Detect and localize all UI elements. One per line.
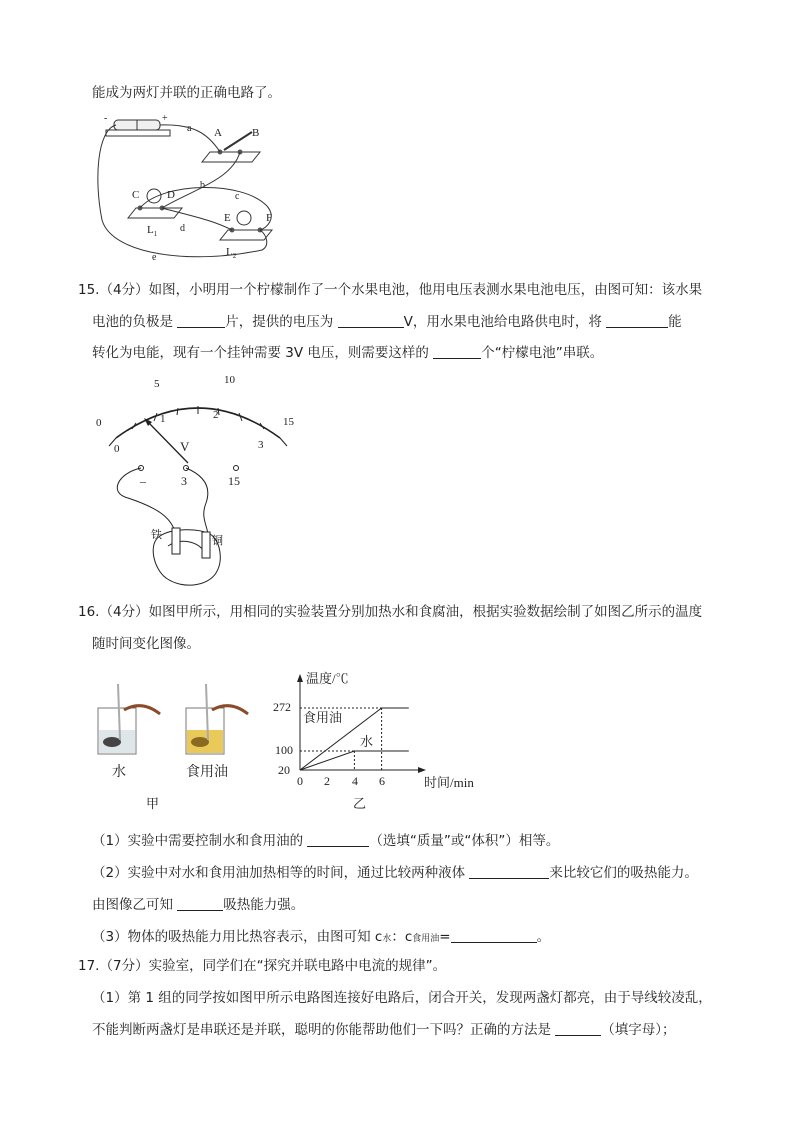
- svg-text:15: 15: [228, 474, 240, 488]
- q17-blank-1[interactable]: [555, 1021, 601, 1036]
- beakers-figure: [90, 680, 270, 815]
- q16-blank-1[interactable]: [307, 832, 369, 847]
- q16-line2: 随时间变化图像。: [92, 636, 200, 652]
- q15-line1: 15.（4分）如图，小明用一个柠檬制作了一个水果电池，他用电压表测水果电池电压，由图可知：该水果: [78, 282, 703, 298]
- svg-text:3: 3: [181, 474, 187, 488]
- svg-text:1: 1: [160, 413, 166, 425]
- svg-text:a: a: [187, 123, 192, 134]
- svg-text:C: C: [132, 189, 140, 201]
- svg-text:15: 15: [283, 416, 294, 428]
- q16-sub1: （1）实验中需要控制水和食用油的 （选填“质量”或“体积”）相等。: [92, 833, 560, 849]
- svg-text:L2: $L_2$: [226, 246, 237, 260]
- x-tick-label: 0: [297, 774, 303, 788]
- q15-blank-3[interactable]: [606, 313, 668, 328]
- svg-text:D: D: [167, 189, 175, 201]
- svg-text:c: c: [235, 191, 240, 202]
- series-label-water: 水: [360, 734, 374, 749]
- y-tick-label: 272: [273, 700, 291, 714]
- q17-line2: （1）第 1 组的同学按如图甲所示电路图连接好电路后，闭合开关，发现两盏灯都亮，由于导线较凌乱，: [92, 990, 712, 1006]
- svg-text:E: E: [224, 212, 231, 224]
- q16-sub2-cont: 由图像乙可知 吸热能力强。: [92, 897, 305, 913]
- voltmeter-figure: [88, 368, 308, 593]
- svg-text:5: 5: [154, 378, 160, 390]
- y-axis-label: 温度/℃: [306, 671, 349, 686]
- q15-blank-4[interactable]: [433, 344, 481, 359]
- svg-text:10: 10: [224, 374, 235, 386]
- x-tick-label: 6: [379, 774, 385, 788]
- x-tick-label: 4: [352, 774, 358, 788]
- svg-text:2: 2: [213, 409, 219, 421]
- svg-text:V: V: [180, 439, 190, 454]
- svg-text:e: e: [152, 252, 157, 263]
- q17-line3: 不能判断两盏灯是串联还是并联，聪明的你能帮助他们一下吗？正确的方法是 （填字母）；: [92, 1022, 676, 1038]
- y-tick-label: 100: [275, 743, 293, 757]
- q16-blank-2[interactable]: [469, 864, 549, 879]
- svg-text:-: -: [104, 113, 108, 124]
- svg-text:B: B: [252, 127, 260, 139]
- q15-blank-1[interactable]: [177, 313, 225, 328]
- q16-sub3: （3）物体的吸热能力用比热容表示，由图可知 c水：c食用油= 。: [92, 929, 551, 945]
- svg-text:甲: 甲: [146, 796, 160, 811]
- svg-text:–: –: [140, 474, 146, 488]
- q16-sub2: （2）实验中对水和食用油加热相等的时间，通过比较两种液体 来比较它们的吸热能力。: [92, 865, 698, 881]
- svg-text:+: +: [162, 113, 168, 124]
- q16-blank-3[interactable]: [177, 896, 223, 911]
- svg-text:A: A: [214, 127, 222, 139]
- y-tick-label: 20: [278, 763, 290, 777]
- q15-blank-2[interactable]: [338, 313, 404, 328]
- svg-text:铜: 铜: [212, 535, 223, 547]
- svg-text:3: 3: [258, 439, 264, 451]
- temperature-chart: [272, 668, 492, 816]
- fig-yi-label: 乙: [353, 796, 367, 811]
- svg-text:水: 水: [112, 765, 126, 780]
- svg-text:铁: 铁: [151, 529, 162, 541]
- circuit-figure: [92, 110, 292, 270]
- q17-line1: 17.（7分）实验室，同学们在“探究并联电路中电流的规律”。: [78, 958, 447, 974]
- svg-text:L1: $L_1$: [147, 224, 158, 238]
- svg-text:b: b: [200, 180, 205, 191]
- series-label-oil: 食用油: [303, 710, 343, 725]
- svg-text:0: 0: [96, 417, 102, 429]
- q15-line3: 转化为电能，现有一个挂钟需要 3V 电压，则需要这样的 个“柠檬电池”串联。: [92, 345, 604, 361]
- x-tick-label: 2: [324, 774, 330, 788]
- q16-blank-4[interactable]: [451, 928, 537, 943]
- q16-line1: 16.（4分）如图甲所示，用相同的实验装置分别加热水和食腐油，根据实验数据绘制了如图乙所示的温度: [78, 604, 703, 620]
- svg-text:0: 0: [114, 443, 120, 455]
- intro-tail-text: 能成为两灯并联的正确电路了。: [92, 85, 281, 101]
- svg-text:d: d: [180, 223, 185, 234]
- q15-line2: 电池的负极是 片，提供的电压为 V，用水果电池给电路供电时，将 能: [92, 314, 682, 330]
- svg-text:F: F: [266, 212, 273, 224]
- svg-text:食用油: 食用油: [186, 765, 228, 780]
- x-axis-label: 时间/min: [424, 775, 474, 790]
